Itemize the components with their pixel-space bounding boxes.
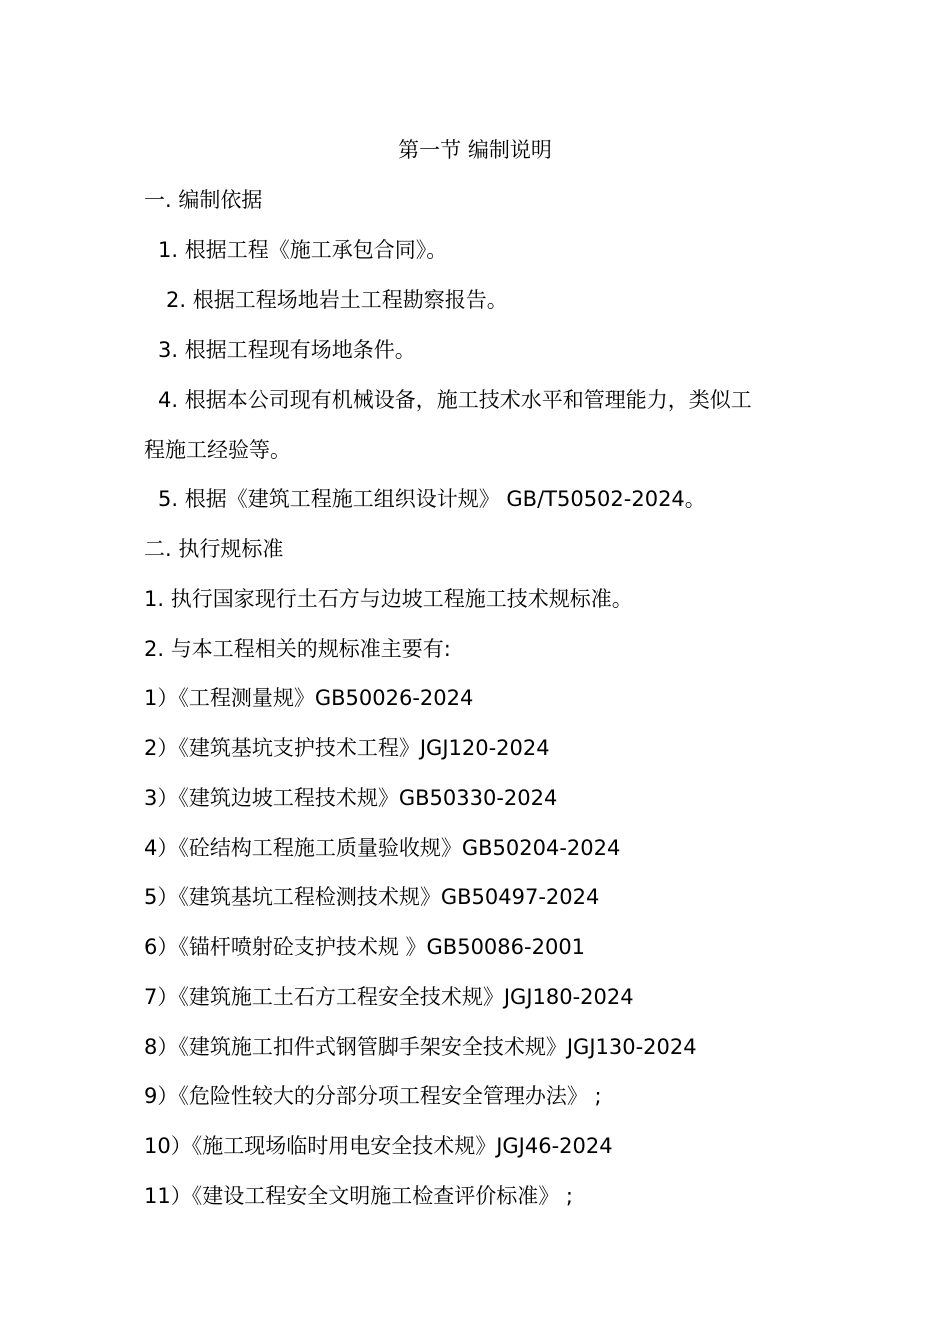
standards-item: 1. 执行国家现行土石方与边坡工程施工技术规标准。 bbox=[144, 587, 633, 611]
standard-entry: 9）《危险性较大的分部分项工程安全管理办法》 ; bbox=[144, 1084, 602, 1108]
section-heading-basis: 一. 编制依据 bbox=[144, 188, 263, 212]
standard-entry: 6）《锚杆喷射砼支护技术规 》GB50086-2001 bbox=[144, 935, 586, 959]
standard-entry: 1）《工程测量规》GB50026-2024 bbox=[144, 686, 474, 710]
standard-entry: 4）《砼结构工程施工质量验收规》GB50204-2024 bbox=[144, 836, 621, 860]
standard-entry: 8）《建筑施工扣件式钢管脚手架安全技术规》JGJ130-2024 bbox=[144, 1035, 697, 1059]
standard-entry: 3）《建筑边坡工程技术规》GB50330-2024 bbox=[144, 786, 558, 810]
standard-entry: 2）《建筑基坑支护技术工程》JGJ120-2024 bbox=[144, 736, 550, 760]
standards-item: 2. 与本工程相关的规标准主要有: bbox=[144, 637, 451, 661]
basis-item: 1. 根据工程《施工承包合同》。 bbox=[158, 238, 448, 262]
basis-item: 2. 根据工程场地岩土工程勘察报告。 bbox=[166, 288, 508, 312]
standard-entry: 10）《施工现场临时用电安全技术规》JGJ46-2024 bbox=[144, 1134, 613, 1158]
basis-item: 3. 根据工程现有场地条件。 bbox=[158, 338, 416, 362]
basis-item-continuation: 程施工经验等。 bbox=[144, 438, 291, 462]
standard-entry: 7）《建筑施工土石方工程安全技术规》JGJ180-2024 bbox=[144, 985, 634, 1009]
standard-entry: 11）《建设工程安全文明施工检查评价标准》 ; bbox=[144, 1184, 573, 1208]
basis-item: 4. 根据本公司现有机械设备，施工技术水平和管理能力，类似工 bbox=[158, 388, 752, 412]
section-heading-standards: 二. 执行规标准 bbox=[144, 537, 284, 561]
basis-item: 5. 根据《建筑工程施工组织设计规》 GB/T50502-2024。 bbox=[158, 487, 706, 511]
page-title: 第一节 编制说明 bbox=[398, 138, 552, 162]
standard-entry: 5）《建筑基坑工程检测技术规》GB50497-2024 bbox=[144, 885, 600, 909]
